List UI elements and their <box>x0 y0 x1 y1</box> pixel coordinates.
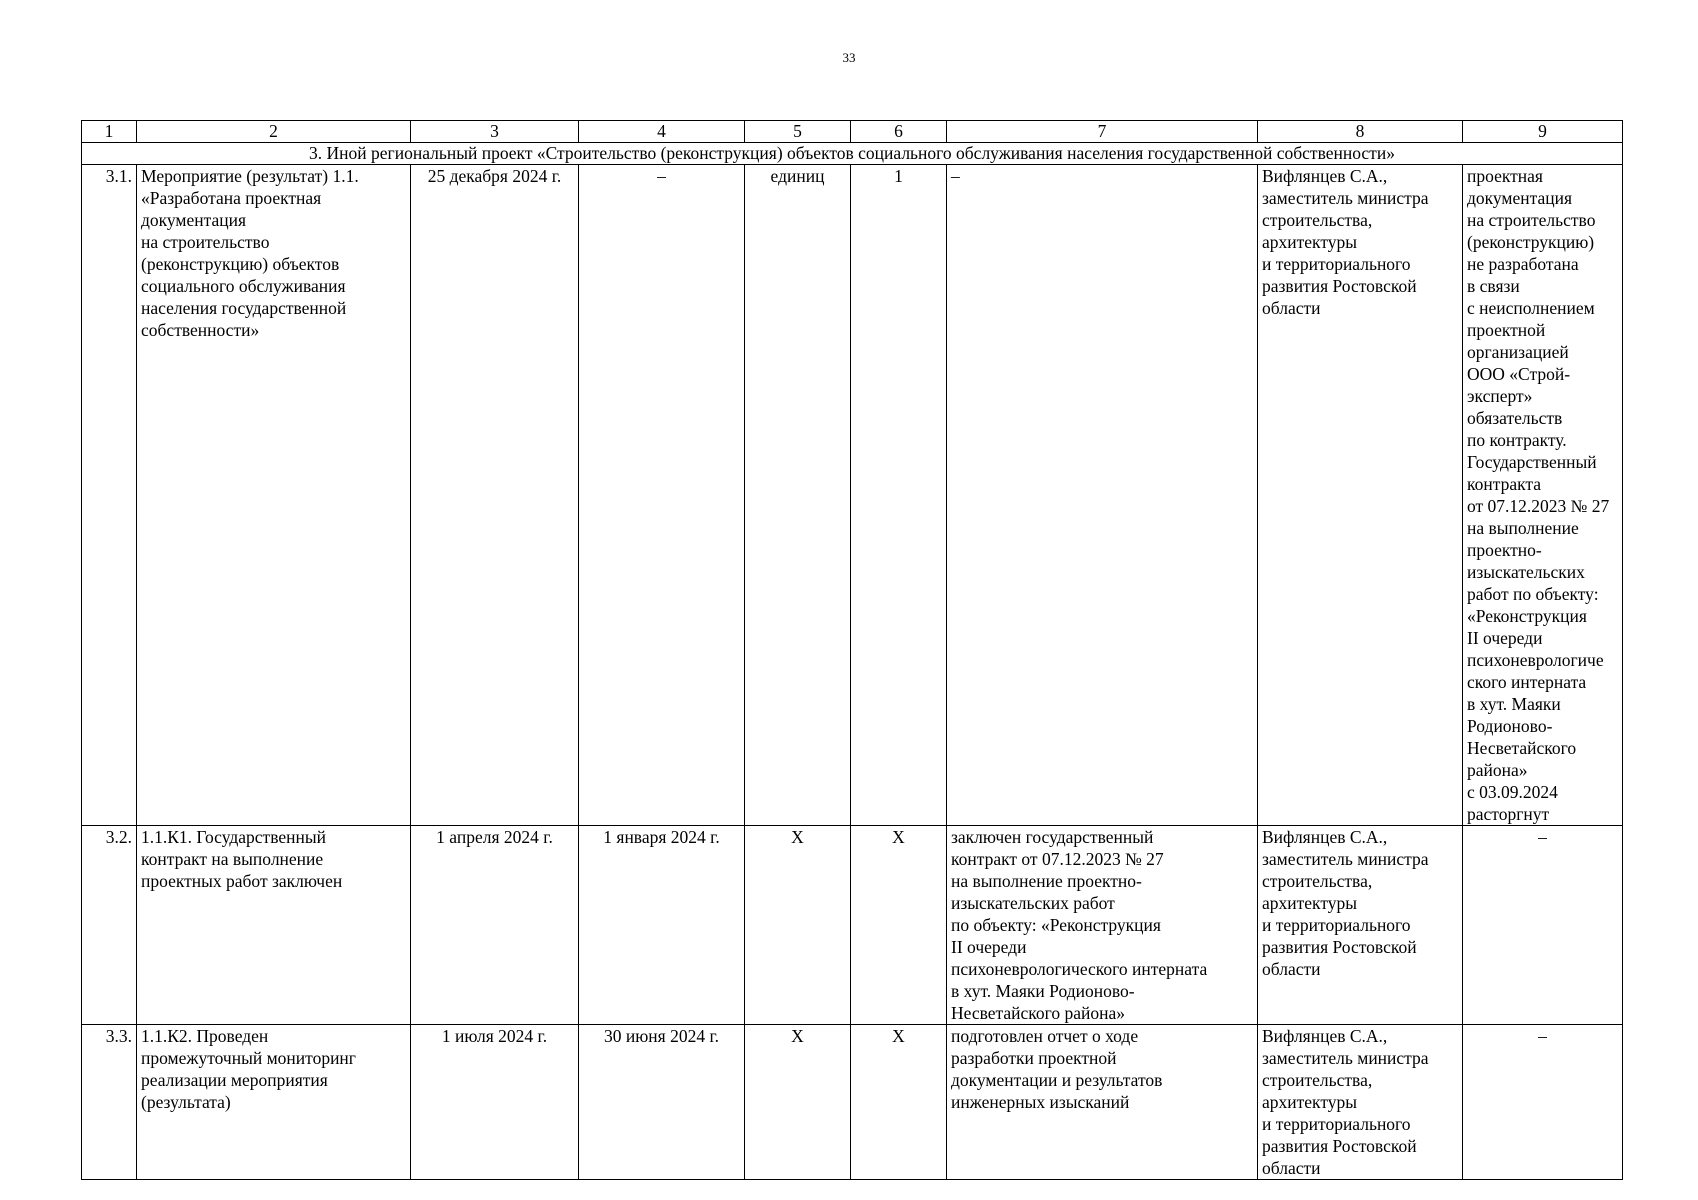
note: проектная документация на строительство (реконструкцию) не разработана в связи с неисполнением проектной организацией ООО «Строй- эксперт» обязательств по контракту. Государственный контракта от 07.12.2023 № 27 на выполнение проектно- изыскательских работ по объекту: «Реконструкция II очереди психоневрологиче ского интерната в хут. Маяки Родионово- Несветайского района» с 03.09.2024 расторгнут <box>1463 165 1623 826</box>
table-row <box>82 826 1623 1025</box>
report-table <box>81 120 1623 1180</box>
info: подготовлен отчет о ходе разработки проектной документации и результатов инженерных изысканий <box>947 1025 1258 1180</box>
event-name: Мероприятие (результат) 1.1. «Разработана проектная документация на строительство (реконструкцию) объектов социального обслуживания населения государственной собственности» <box>137 165 411 826</box>
column-header-row <box>82 121 1623 143</box>
row-number: 3.1. <box>82 165 137 826</box>
column-header: 2 <box>137 121 411 143</box>
event-name: 1.1.К1. Государственный контракт на выполнение проектных работ заключен <box>137 826 411 1025</box>
note: – <box>1463 826 1623 1025</box>
plan-date: 25 декабря 2024 г. <box>411 165 579 826</box>
plan-date: 1 июля 2024 г. <box>411 1025 579 1180</box>
column-header: 5 <box>745 121 851 143</box>
value: X <box>851 826 947 1025</box>
unit: единиц <box>745 165 851 826</box>
row-number: 3.3. <box>82 1025 137 1180</box>
section-row <box>82 143 1623 165</box>
plan-date: 1 апреля 2024 г. <box>411 826 579 1025</box>
unit: X <box>745 826 851 1025</box>
table-row <box>82 1025 1623 1180</box>
column-header: 4 <box>579 121 745 143</box>
value: 1 <box>851 165 947 826</box>
column-header: 9 <box>1463 121 1623 143</box>
responsible: Вифлянцев С.А., заместитель министра строительства, архитектуры и территориального развития Ростовской области <box>1258 826 1463 1025</box>
fact-date: – <box>579 165 745 826</box>
unit: X <box>745 1025 851 1180</box>
column-header: 6 <box>851 121 947 143</box>
table-row <box>82 165 1623 826</box>
page-number: 33 <box>842 50 856 65</box>
responsible: Вифлянцев С.А., заместитель министра строительства, архитектуры и территориального развития Ростовской области <box>1258 1025 1463 1180</box>
fact-date: 1 января 2024 г. <box>579 826 745 1025</box>
fact-date: 30 июня 2024 г. <box>579 1025 745 1180</box>
column-header: 8 <box>1258 121 1463 143</box>
info: заключен государственный контракт от 07.12.2023 № 27 на выполнение проектно- изыскательских работ по объекту: «Реконструкция II очереди психоневрологического интерната в хут. Маяки Родионово- Несветайского района» <box>947 826 1258 1025</box>
value: X <box>851 1025 947 1180</box>
info: – <box>947 165 1258 826</box>
column-header: 3 <box>411 121 579 143</box>
event-name: 1.1.К2. Проведен промежуточный мониторинг реализации мероприятия (результата) <box>137 1025 411 1180</box>
note: – <box>1463 1025 1623 1180</box>
row-number: 3.2. <box>82 826 137 1025</box>
column-header: 1 <box>82 121 137 143</box>
responsible: Вифлянцев С.А., заместитель министра строительства, архитектуры и территориального развития Ростовской области <box>1258 165 1463 826</box>
column-header: 7 <box>947 121 1258 143</box>
section-title: 3. Иной региональный проект «Строительство (реконструкция) объектов социального обслуживания населения государственной собственности» <box>82 143 1623 165</box>
